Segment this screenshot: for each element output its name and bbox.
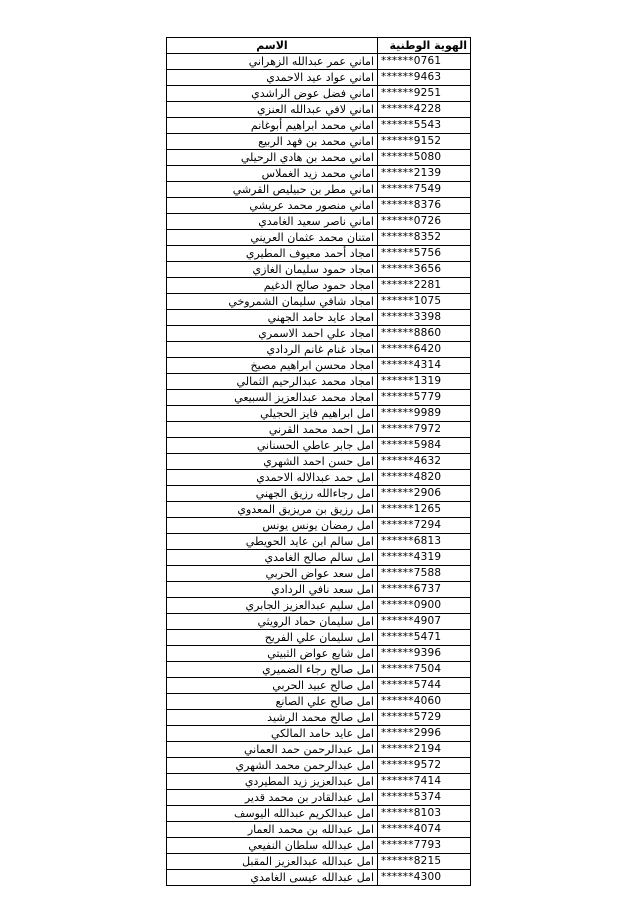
name-cell: امجاد عايد حامد الجهني xyxy=(167,310,378,326)
name-cell: اماني محمد ابراهيم أبوغانم xyxy=(167,118,378,134)
national-id-cell: ******4907 xyxy=(378,614,471,630)
table-row xyxy=(167,582,471,598)
national-id-cell: ******7588 xyxy=(378,566,471,582)
national-id-cell: ******4060 xyxy=(378,694,471,710)
national-id-cell: ******2139 xyxy=(378,166,471,182)
name-cell: اماني ناصر سعيد الغامدي xyxy=(167,214,378,230)
table-row xyxy=(167,790,471,806)
national-id-cell: ******7504 xyxy=(378,662,471,678)
table-row xyxy=(167,550,471,566)
name-cell: امل صالح رجاء الضميري xyxy=(167,662,378,678)
table-row xyxy=(167,406,471,422)
name-cell: امل عبدالله عيسى الغامدي xyxy=(167,870,378,886)
national-id-cell: ******9396 xyxy=(378,646,471,662)
national-id-cell: ******5729 xyxy=(378,710,471,726)
national-id-cell: ******2906 xyxy=(378,486,471,502)
name-cell: امل صالح علي الصانع xyxy=(167,694,378,710)
name-cell: امل عبدالرحمن محمد الشهري xyxy=(167,758,378,774)
name-cell: امل صالح عبيد الحربي xyxy=(167,678,378,694)
name-cell: امجاد حمود سليمان الغازي xyxy=(167,262,378,278)
table-row xyxy=(167,630,471,646)
table-row xyxy=(167,230,471,246)
national-id-cell: ******1075 xyxy=(378,294,471,310)
name-cell: امل شايع عواض الثبيتي xyxy=(167,646,378,662)
table-row xyxy=(167,86,471,102)
national-id-cell: ******7549 xyxy=(378,182,471,198)
name-cell: امل حسن احمد الشهري xyxy=(167,454,378,470)
national-id-cell: ******0761 xyxy=(378,54,471,70)
national-id-cell: ******3656 xyxy=(378,262,471,278)
name-cell: امجاد حمود صالح الدغيم xyxy=(167,278,378,294)
table-row xyxy=(167,726,471,742)
table-row xyxy=(167,502,471,518)
national-id-cell: ******7414 xyxy=(378,774,471,790)
national-id-cell: ******2996 xyxy=(378,726,471,742)
table-row xyxy=(167,486,471,502)
national-id-cell: ******1265 xyxy=(378,502,471,518)
table-row xyxy=(167,822,471,838)
national-id-cell: ******5374 xyxy=(378,790,471,806)
national-id-cell: ******7793 xyxy=(378,838,471,854)
name-cell: امل حمد عبدالاله الاحمدي xyxy=(167,470,378,486)
national-id-cell: ******6420 xyxy=(378,342,471,358)
national-id-cell: ******5543 xyxy=(378,118,471,134)
table-header xyxy=(167,38,471,54)
table-row xyxy=(167,422,471,438)
name-header: الاسم xyxy=(167,38,378,54)
table-row xyxy=(167,182,471,198)
table-row xyxy=(167,518,471,534)
national-id-cell: ******1319 xyxy=(378,374,471,390)
national-id-cell: ******9152 xyxy=(378,134,471,150)
name-cell: امل سالم ابن عايد الحويطي xyxy=(167,534,378,550)
name-cell: امتنان محمد عثمان العريني xyxy=(167,230,378,246)
national-id-cell: ******5744 xyxy=(378,678,471,694)
national-id-cell: ******4319 xyxy=(378,550,471,566)
national-id-cell: ******8215 xyxy=(378,854,471,870)
national-id-cell: ******8103 xyxy=(378,806,471,822)
table-row xyxy=(167,102,471,118)
national-id-cell: ******8860 xyxy=(378,326,471,342)
table-row xyxy=(167,534,471,550)
national-id-cell: ******5471 xyxy=(378,630,471,646)
name-cell: امل رمضان يونس يونس xyxy=(167,518,378,534)
table-row xyxy=(167,662,471,678)
name-cell: امل عبدالرحمن حمد العماني xyxy=(167,742,378,758)
name-cell: اماني فضل عوض الراشدي xyxy=(167,86,378,102)
table-row xyxy=(167,54,471,70)
national-id-cell: ******9463 xyxy=(378,70,471,86)
name-cell: امل عبدالله عبدالعزيز المقبل xyxy=(167,854,378,870)
name-cell: امل عايد حامد المالكي xyxy=(167,726,378,742)
national-id-cell: ******9572 xyxy=(378,758,471,774)
table-row xyxy=(167,758,471,774)
name-cell: اماني منصور محمد عريشي xyxy=(167,198,378,214)
name-cell: امجاد محسن ابراهيم مصيخ xyxy=(167,358,378,374)
national-id-cell: ******2194 xyxy=(378,742,471,758)
table-row xyxy=(167,118,471,134)
table-row xyxy=(167,566,471,582)
table-row xyxy=(167,70,471,86)
national-id-cell: ******9251 xyxy=(378,86,471,102)
name-cell: امل سليمان حماد الرويثي xyxy=(167,614,378,630)
national-id-cell: ******9989 xyxy=(378,406,471,422)
name-cell: امل ابراهيم فايز الحجيلي xyxy=(167,406,378,422)
table-row xyxy=(167,342,471,358)
table-row xyxy=(167,166,471,182)
table-row xyxy=(167,710,471,726)
name-cell: امل صالح محمد الرشيد xyxy=(167,710,378,726)
name-cell: امل سعد عواض الحربي xyxy=(167,566,378,582)
table-row xyxy=(167,390,471,406)
name-cell: امل سالم صالح الغامدي xyxy=(167,550,378,566)
table-row xyxy=(167,358,471,374)
national-id-cell: ******5984 xyxy=(378,438,471,454)
national-id-cell: ******7294 xyxy=(378,518,471,534)
name-cell: اماني محمد بن هادي الرحيلي xyxy=(167,150,378,166)
name-cell: اماني محمد بن فهد الربيع xyxy=(167,134,378,150)
name-cell: امل عبدالعزيز زيد المطيردي xyxy=(167,774,378,790)
national-id-cell: ******4820 xyxy=(378,470,471,486)
table-row xyxy=(167,646,471,662)
table-row xyxy=(167,742,471,758)
national-id-cell: ******8352 xyxy=(378,230,471,246)
table-row xyxy=(167,774,471,790)
name-cell: اماني عواد عيد الاحمدي xyxy=(167,70,378,86)
table-row xyxy=(167,246,471,262)
national-id-cell: ******4632 xyxy=(378,454,471,470)
national-id-cell: ******3398 xyxy=(378,310,471,326)
table-row xyxy=(167,614,471,630)
name-cell: امل عبدالله سلطان النفيعي xyxy=(167,838,378,854)
national-id-cell: ******5779 xyxy=(378,390,471,406)
table-row xyxy=(167,326,471,342)
table-body xyxy=(167,54,471,886)
name-cell: امجاد محمد عبدالرحيم الثمالي xyxy=(167,374,378,390)
table-row xyxy=(167,438,471,454)
name-cell: امل عبدالقادر بن محمد قدير xyxy=(167,790,378,806)
table-row xyxy=(167,454,471,470)
national-id-cell: ******6813 xyxy=(378,534,471,550)
national-id-cell: ******4074 xyxy=(378,822,471,838)
name-cell: امل سليم عبدالعزيز الجابري xyxy=(167,598,378,614)
table-row xyxy=(167,278,471,294)
national-id-cell: ******5080 xyxy=(378,150,471,166)
table-row xyxy=(167,134,471,150)
table-row xyxy=(167,374,471,390)
table-row xyxy=(167,838,471,854)
name-cell: امل سليمان علي الفريح xyxy=(167,630,378,646)
national-id-cell: ******0726 xyxy=(378,214,471,230)
national-id-cell: ******4300 xyxy=(378,870,471,886)
name-cell: امل عبدالله بن محمد العمار xyxy=(167,822,378,838)
name-cell: امل رزيق بن مريزيق المعدوي xyxy=(167,502,378,518)
table-row xyxy=(167,870,471,886)
name-cell: اماني مطر بن حبيليص القرشي xyxy=(167,182,378,198)
table-row xyxy=(167,678,471,694)
name-cell: امجاد علي احمد الاسمري xyxy=(167,326,378,342)
table-row xyxy=(167,598,471,614)
table-row xyxy=(167,310,471,326)
national-id-cell: ******4314 xyxy=(378,358,471,374)
national-id-cell: ******5756 xyxy=(378,246,471,262)
name-cell: امل عبدالكريم عبدالله اليوسف xyxy=(167,806,378,822)
name-cell: امجاد غنام غانم الردادي xyxy=(167,342,378,358)
national-id-cell: ******7972 xyxy=(378,422,471,438)
table-row xyxy=(167,854,471,870)
national-id-cell: ******0900 xyxy=(378,598,471,614)
table-row xyxy=(167,198,471,214)
name-cell: امل جابر عاطي الحسناني xyxy=(167,438,378,454)
table-row xyxy=(167,294,471,310)
table-row xyxy=(167,806,471,822)
name-cell: امل سعد نافي الردادي xyxy=(167,582,378,598)
name-cell: امجاد شافي سليمان الشمروخي xyxy=(167,294,378,310)
national-id-cell: ******2281 xyxy=(378,278,471,294)
table-row xyxy=(167,470,471,486)
table-row xyxy=(167,262,471,278)
table-row xyxy=(167,150,471,166)
national-id-cell: ******8376 xyxy=(378,198,471,214)
name-cell: اماني لافي عبدالله العنزي xyxy=(167,102,378,118)
name-cell: امجاد محمد عبدالعزيز السبيعي xyxy=(167,390,378,406)
name-cell: اماني عمر عبدالله الزهراني xyxy=(167,54,378,70)
name-cell: امل احمد محمد القرني xyxy=(167,422,378,438)
header-row xyxy=(167,38,471,54)
national-id-header: الهوية الوطنية xyxy=(378,38,471,54)
name-cell: امل رجاءالله رزيق الجهني xyxy=(167,486,378,502)
national-id-cell: ******4228 xyxy=(378,102,471,118)
table-row xyxy=(167,214,471,230)
names-table xyxy=(166,37,471,886)
table-row xyxy=(167,694,471,710)
name-cell: اماني محمد زيد الغملاس xyxy=(167,166,378,182)
name-cell: امجاد أحمد معيوف المطيري xyxy=(167,246,378,262)
national-id-cell: ******6737 xyxy=(378,582,471,598)
